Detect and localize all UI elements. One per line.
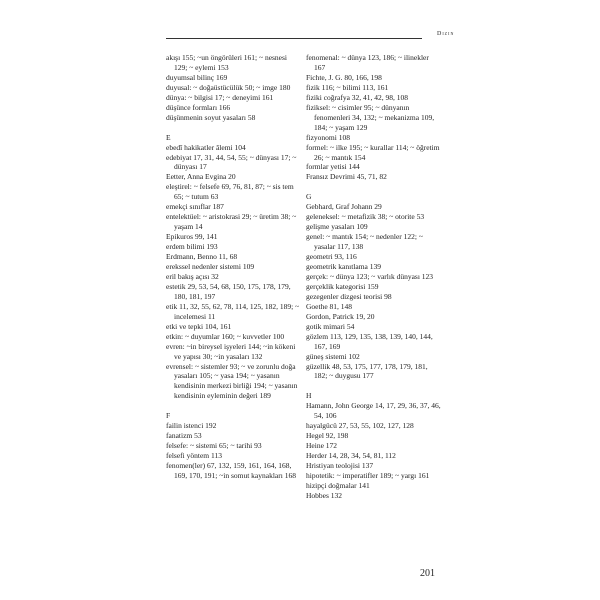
index-entry: etki ve tepki 104, 161	[166, 321, 232, 331]
index-entry: Goethe 81, 148	[306, 301, 353, 311]
index-entry: dünya: ~ bilgisi 17; ~ deneyimi 161	[166, 92, 274, 102]
index-entry: gerçek: ~ dünya 123; ~ varlık dünyası 123	[306, 271, 434, 281]
index-entry: duyumsal bilinç 169	[166, 72, 228, 82]
index-entry: Hamann, John George 14, 17, 29, 36, 37, 46, 54, 106	[306, 401, 441, 421]
index-entry: fanatizm 53	[166, 431, 202, 441]
page-number: 201	[420, 568, 435, 579]
index-entry: hipotetik: ~ imperatifler 189; ~ yargı 161	[306, 470, 430, 480]
index-entry: gezegenler dizgesi teorisi 98	[306, 291, 392, 301]
index-entry: failin istenci 192	[166, 421, 217, 431]
index-entry: akışı 155; ~un öngörüleri 161; ~ nesnesi 129; ~ eylemi 153	[166, 53, 288, 72]
index-entry: Gordon, Patrick 19, 20	[306, 311, 375, 321]
index-entry: fiziki coğrafya 32, 41, 42, 98, 108	[306, 92, 409, 102]
index-entry: hayalgücü 27, 53, 55, 102, 127, 128	[306, 421, 414, 431]
index-entry: Erdmann, Benno 11, 68	[166, 252, 238, 262]
index-entry: geometri 93, 116	[306, 252, 357, 262]
index-column-right	[306, 53, 441, 501]
index-entry: entelektüel: ~ aristokrasi 29; ~ üretim 38; ~ yaşam 14	[166, 212, 297, 232]
index-entry: duyusal: ~ doğaüstücülük 50; ~ imge 180	[166, 82, 291, 92]
index-entry: fenomen(ler) 67, 132, 159, 161, 164, 168, 169, 170, 191; ~in somut kaynakları 168	[166, 461, 296, 480]
index-entry: fenomenal: ~ dünya 123, 186; ~ ilinekler 167	[306, 53, 429, 72]
index-column-left	[166, 53, 301, 481]
index-entry: Hobbes 132	[306, 490, 343, 500]
index-entry: eril bakış açısı 32	[166, 271, 219, 281]
index-entry: erekssel nedenler sistemi 109	[166, 261, 255, 271]
index-entry: Hegel 92, 198	[306, 431, 349, 441]
index-entry: ebedî hakikatler âlemi 104	[166, 142, 246, 152]
index-entry: fiziksel: ~ cisimler 95; ~ dünyanın fenomenleri 34, 132; ~ mekanizma 109, 184; ~ yaşam 129	[306, 102, 435, 132]
index-entry: estetik 29, 53, 54, 68, 150, 175, 178, 179, 180, 181, 197	[166, 281, 291, 301]
index-entry: gotik mimari 54	[306, 321, 355, 331]
index-entry: düşünce formları 166	[166, 102, 231, 112]
index-entry: erdem bilimi 193	[166, 242, 218, 252]
index-entry: etik 11, 32, 55, 62, 78, 114, 125, 182, 189; ~ incelemesi 11	[166, 301, 300, 321]
index-entry: geleneksel: ~ metafizik 38; ~ otorite 53	[306, 212, 425, 222]
header-rule	[166, 38, 422, 39]
running-header: Dizin	[437, 31, 455, 37]
index-entry: Fichte, J. G. 80, 166, 198	[306, 72, 382, 82]
index-block-g	[306, 202, 441, 381]
index-entry: Fransız Devrimi 45, 71, 82	[306, 172, 387, 182]
section-letter: E	[166, 132, 171, 142]
section-letter: H	[306, 391, 312, 401]
index-entry: fizyonomi 108	[306, 132, 350, 142]
index-entry: Hristiyan teolojisi 137	[306, 461, 374, 471]
index-entry: eleştirel: ~ felsefe 69, 76, 81, 87; ~ sis tem 65; ~ tutum 63	[166, 182, 294, 202]
index-block-e	[166, 143, 301, 402]
index-entry: edebiyat 17, 31, 44, 54, 55; ~ dünyası 17; ~ dünyası 17	[166, 152, 297, 172]
section-letter: G	[306, 192, 312, 202]
index-entry: genel: ~ mantık 154; ~ nedenler 122; ~ yasalar 117, 138	[306, 232, 423, 252]
index-entry: felsefe: ~ sistemi 65; ~ tarihi 93	[166, 441, 262, 451]
index-block-f-cont	[306, 53, 441, 182]
index-entry: güzellik 48, 53, 175, 177, 178, 179, 181, 182; ~ duygusu 177	[306, 361, 428, 381]
index-block-h	[306, 401, 441, 501]
index-entry: emekçi sınıflar 187	[166, 202, 224, 212]
index-entry: formlar yetisi 144	[306, 162, 360, 172]
index-block-f	[166, 421, 301, 481]
index-entry: Heine 172	[306, 441, 338, 451]
index-entry: Gebhard, Graf Johann 29	[306, 202, 382, 212]
index-entry: geometrik kanıtlama 139	[306, 261, 381, 271]
index-entry: evren: ~in bireysel işyeleri 144; ~in kökeni ve yapısı 30; ~in yasaları 132	[166, 341, 296, 361]
index-entry: düşünmenin soyut yasaları 58	[166, 112, 256, 122]
index-entry: fizik 116; ~ bilimi 113, 161	[306, 82, 389, 92]
index-entry: evrensel: ~ sistemler 93; ~ ve zorunlu doğa yasaları 105; ~ yasa 194; ~ yasanın kendisinin merkezi birliği 194; ~ yasanın kendisinin eyleminin değeri 189	[166, 361, 298, 401]
index-entry: gerçeklik kategorisi 159	[306, 281, 379, 291]
section-letter: F	[166, 411, 171, 421]
index-entry: felsefi yöntem 113	[166, 451, 222, 461]
index-entry: etkin: ~ duyumlar 160; ~ kuvvetler 100	[166, 331, 285, 341]
index-entry: Eetter, Anna Evgina 20	[166, 172, 236, 182]
index-entry: Herder 14, 28, 34, 54, 81, 112	[306, 451, 396, 461]
index-entry: hizipçi doğmalar 141	[306, 480, 370, 490]
index-block-d	[166, 53, 301, 123]
index-entry: gelişme yasaları 109	[306, 222, 368, 232]
index-entry: formel: ~ ilke 195; ~ kurallar 114; ~ öğretim 26; ~ mantık 154	[306, 142, 440, 162]
index-entry: güneş sistemi 102	[306, 351, 360, 361]
index-entry: gözlem 113, 129, 135, 138, 139, 140, 144, 167, 169	[306, 331, 433, 351]
index-entry: Epikuros 99, 141	[166, 232, 218, 242]
